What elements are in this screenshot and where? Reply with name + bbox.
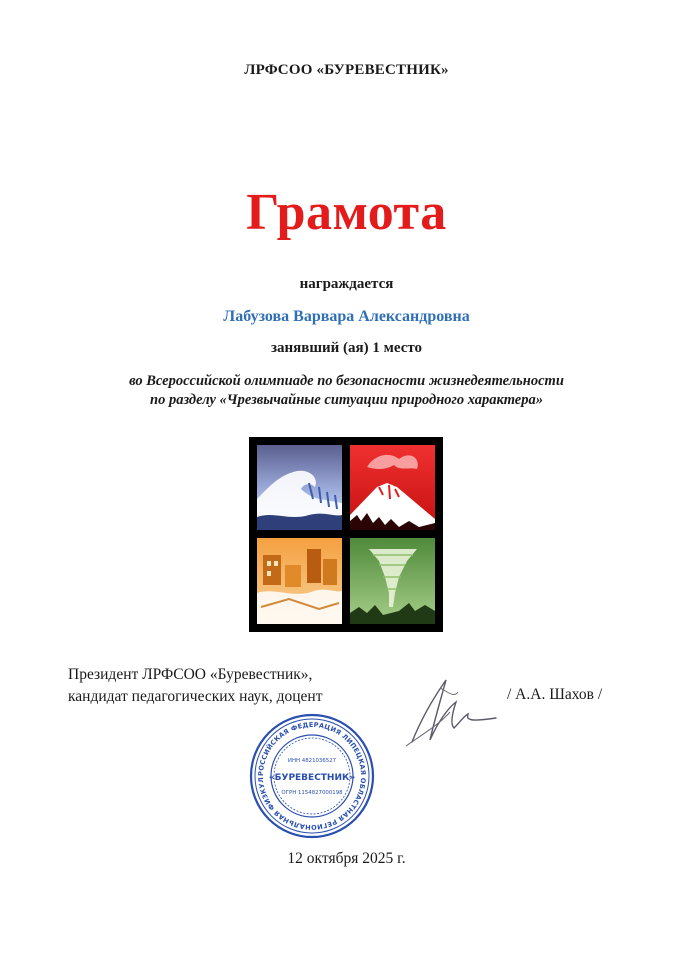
signatory-block: [68, 664, 322, 708]
place-text: занявший (ая) 1 место: [270, 340, 423, 356]
event-line-2: по разделу «Чрезвычайные ситуации природного характера»: [150, 392, 543, 408]
issue-date: 12 октября 2025 г.: [287, 850, 406, 867]
event-line-1: во Всероссийской олимпиаде по безопасности жизнедеятельности: [129, 373, 564, 389]
signatory-degree: кандидат педагогических наук, доцент: [68, 688, 323, 705]
certificate-title: Грамота: [246, 184, 447, 241]
city-fire-icon: [257, 538, 342, 624]
recipient-name: Лабузова Варвара Александровна: [223, 308, 470, 325]
stamp-ring-text: РОССИЙСКАЯ ФЕДЕРАЦИЯ ЛИПЕЦКАЯ ОБЛАСТНАЯ РЕГИОНАЛЬНАЯ ФИЗКУЛ: [256, 720, 368, 832]
wave-icon: [257, 445, 342, 530]
awarded-text: награждается: [299, 276, 394, 292]
organization-title: ЛРФСОО «БУРЕВЕСТНИК»: [244, 62, 449, 78]
event-description: [0, 372, 693, 410]
natural-disasters-emblem: [249, 437, 443, 632]
signatory-name: / А.А. Шахов /: [507, 686, 603, 703]
tornado-icon: [350, 538, 435, 624]
stamp-ogrn: ОГРН 1154827000198: [281, 790, 343, 796]
signatory-position: Президент ЛРФСОО «Буревестник»,: [68, 666, 313, 683]
official-stamp-seal: [248, 712, 376, 840]
volcano-icon: [350, 445, 435, 530]
stamp-inn: ИНН 4821036527: [287, 758, 337, 764]
stamp-center-text: «БУРЕВЕСТНИК»: [268, 773, 356, 783]
svg-text:РОССИЙСКАЯ ФЕДЕРАЦИЯ ЛИПЕЦКАЯ: [248, 712, 367, 831]
signature-image: [400, 662, 510, 757]
